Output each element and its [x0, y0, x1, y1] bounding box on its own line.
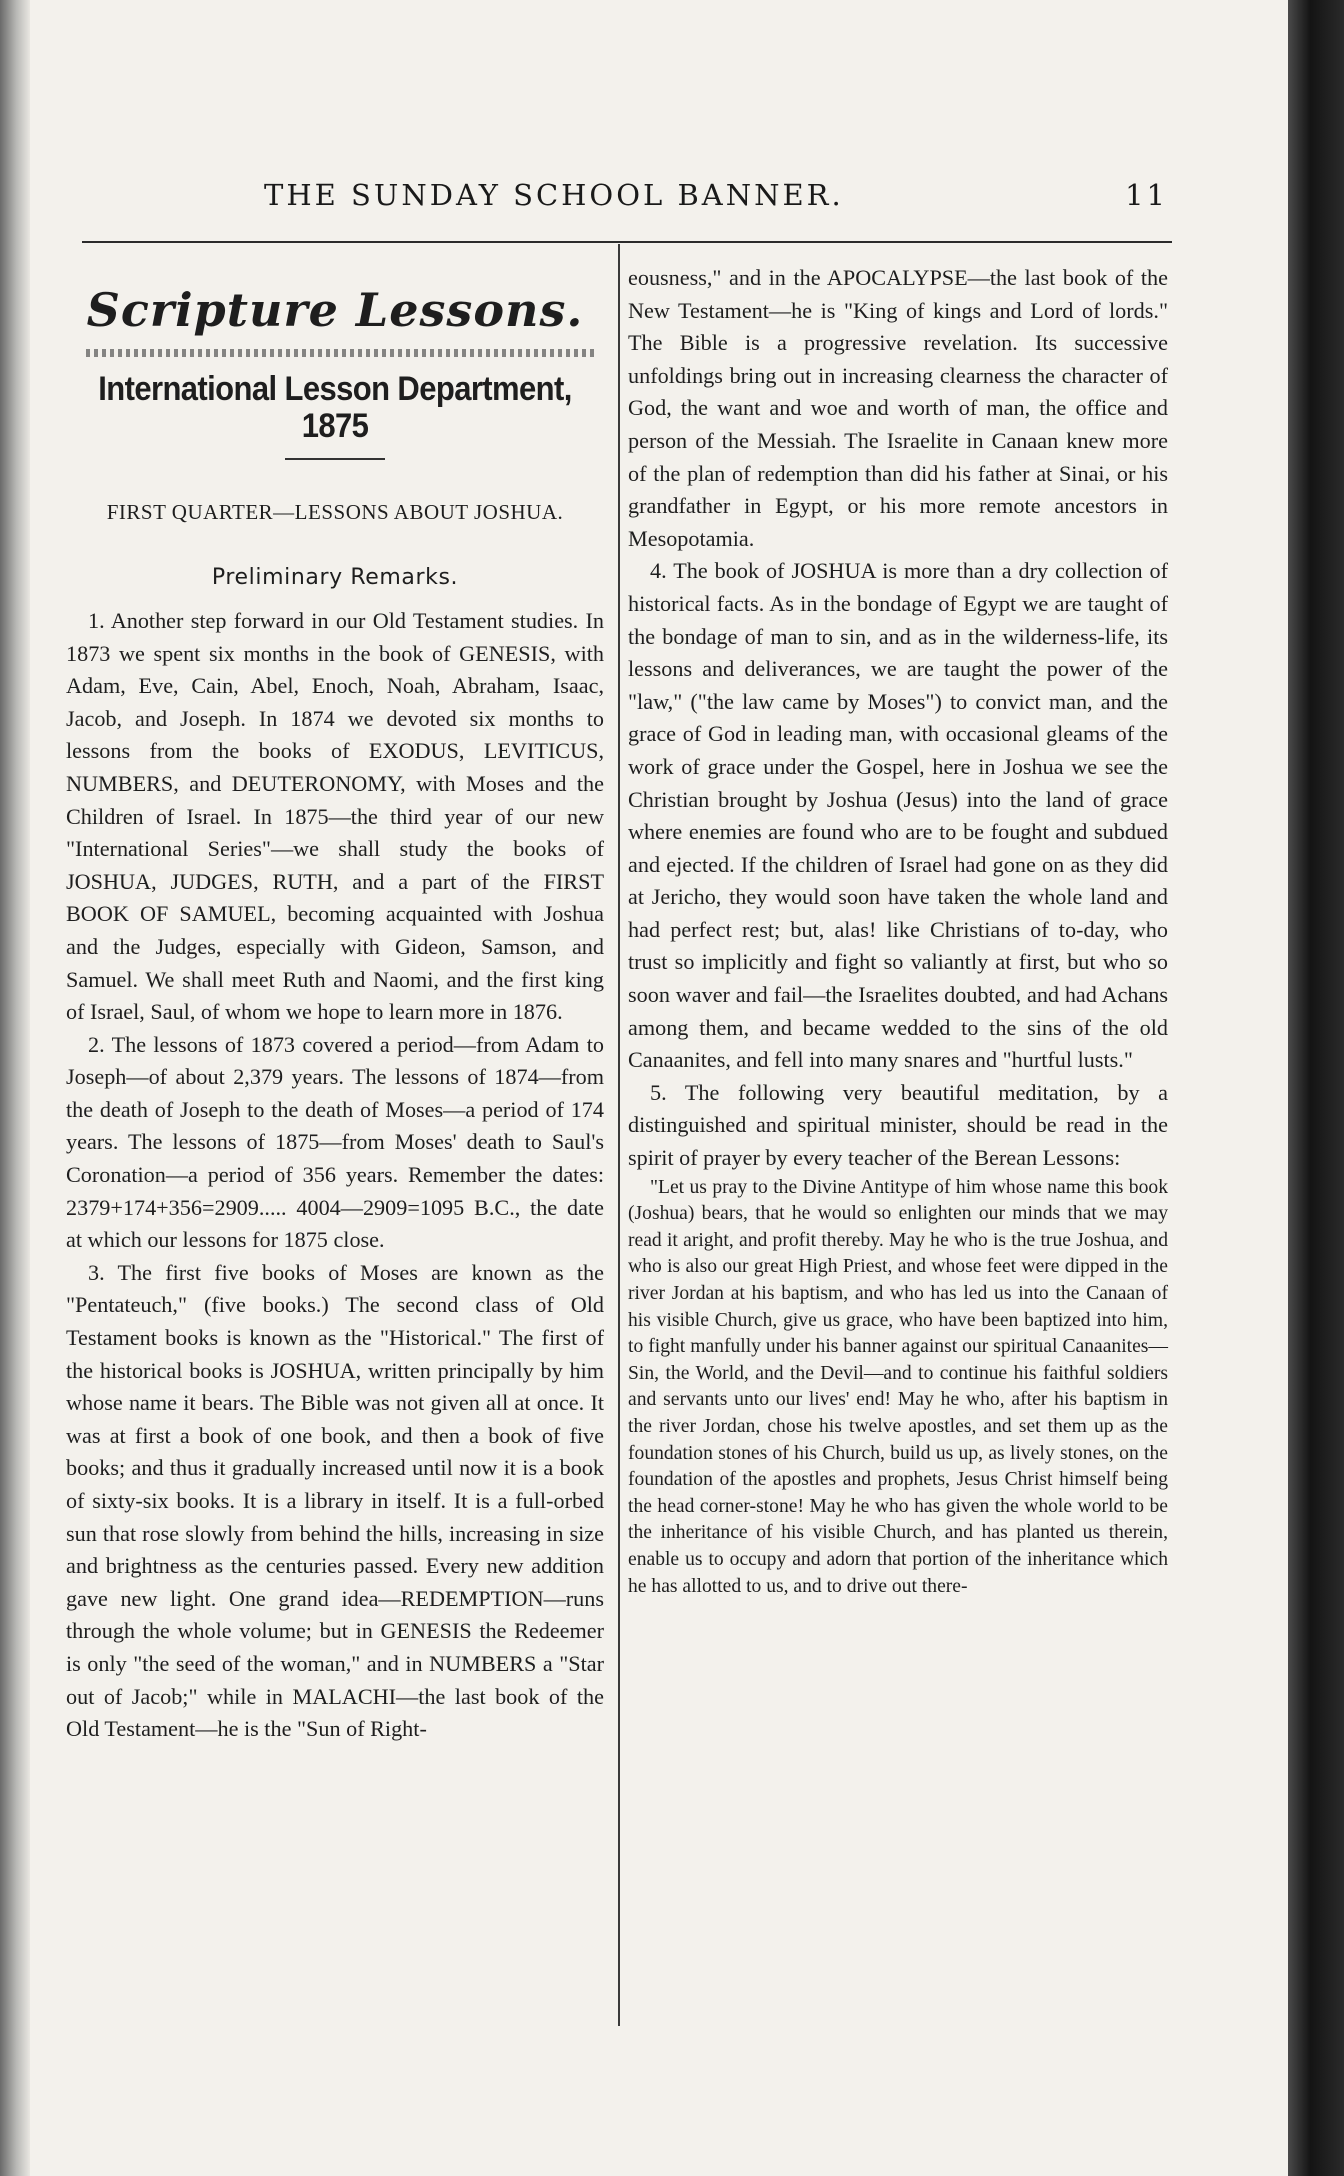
ornamental-rule	[86, 349, 596, 357]
paragraph-2: 2. The lessons of 1873 covered a period—from Adam to Joseph—of about 2,379 years. The lessons of 1874—from the death of Joseph to the death of Moses—a period of 174 years. The lessons of 1875—from Moses' death to Saul's Coronation—a period of 356 years. Remember the dates: 2379+174+356=2909..... 4004—2909=1095 B.C., the date at which our lessons for 1875 close.	[66, 1031, 604, 1253]
page-number: 11	[1125, 178, 1168, 212]
column-divider	[618, 244, 620, 2026]
paragraph-3: 3. The first five books of Moses are known as the "Pentateuch," (five books.) The second class of Old Testament books is known as the "Historical." The first of the historical books is JOSHUA, written principally by him whose name it bears. The Bible was not given all at once. It was at first a book of one book, and then a book of five books; and thus it gradually increased until now it is a book of sixty-six books. It is a library in itself. It is a full-orbed sun that rose slowly from behind the hills, increasing in size and brightness as the centuries passed. Every new addition gave new light. One grand idea—REDEMPTION—runs through the whole volume; but in GENESIS the Redeemer is only "the seed of the woman," and in NUMBERS a "Star out of Jacob;" while in MALACHI—the last book of the Old Testament—he is the "Sun of Right-	[66, 1259, 604, 1742]
quarter-line: FIRST QUARTER—LESSONS ABOUT JOSHUA.	[106, 499, 564, 524]
meditation-quote	[628, 1175, 1168, 1601]
paragraph-1: 1. Another step forward in our Old Testament studies. In 1873 we spent six months in the book of GENESIS, with Adam, Eve, Cain, Abel, Enoch, Noah, Abraham, Isaac, Jacob, and Joseph. In 1874 we devoted six months to lessons from the books of EXODUS, LEVITICUS, NUMBERS, and DEUTERONOMY, with Moses and the Children of Israel. In 1875—the third year of our new "International Series"—we shall study the books of JOSHUA, JUDGES, RUTH, and a part of the FIRST BOOK OF SAMUEL, becoming acquainted with Joshua and the Judges, especially with Gideon, Samson, and Samuel. We shall meet Ruth and Naomi, and the first king of Israel, Saul, of whom we hope to learn more in 1876.	[66, 607, 604, 1025]
right-column	[628, 262, 1168, 1600]
running-header	[264, 178, 1168, 212]
header-title: THE SUNDAY SCHOOL BANNER.	[264, 178, 844, 212]
paragraph-5: 5. The following very beautiful meditation, by a distinguished and spiritual minister, should be read in the spirit of prayer by every teacher of the Berean Lessons:	[628, 1079, 1168, 1171]
short-rule	[285, 458, 385, 460]
department-title: International Lesson Department, 1875	[98, 368, 572, 445]
paragraph-4: 4. The book of JOSHUA is more than a dry collection of historical facts. As in the bondage of Egypt we are taught of the bondage of man to sin, and as in the wilderness-life, its lessons and deliverances, we are taught the power of the "law," ("the law came by Moses") to convict man, and the grace of God in leading man, with occasional gleams of the work of grace under the Gospel, here in Joshua we see the Christian brought by Joshua (Jesus) into the land of grace where enemies are found who are to be fought and subdued and ejected. If the children of Israel had gone on as they did at Jericho, they would soon have taken the whole land and had perfect rest; but, alas! like Christians of to-day, who trust so implicitly and fight so valiantly at first, but who so soon waver and fail—the Israelites doubted, and had Achans among them, and became wedded to the sins of the old Canaanites, and fell into many snares and "hurtful lusts."	[628, 558, 1168, 1073]
paragraph-3-continued: eousness," and in the APOCALYPSE—the last book of the New Testament—he is "King of kings and Lord of lords." The Bible is a progressive revelation. Its successive unfoldings bring out in increasing clearness the character of God, the want and woe and worth of man, the office and person of the Messiah. The Israelite in Canaan knew more of the plan of redemption than did his father at Sinai, or his grandfather in Egypt, or his more remote ancestors in Mesopotamia.	[628, 265, 1168, 551]
left-column	[66, 262, 604, 1746]
binding-shadow	[0, 0, 30, 2176]
book-edge	[1288, 0, 1344, 2176]
remarks-heading: Preliminary Remarks.	[211, 565, 459, 591]
meditation-text: "Let us pray to the Divine Antitype of him whose name this book (Joshua) bears, that he would so enlighten our minds that we may read it aright, and profit thereby. May he who is the true Joshua, and who is also our great High Priest, and whose feet were dipped in the river Jordan at his baptism, and who has led us into the Canaan of his visible Church, give us grace, who have been baptized into him, to fight manfully under his banner against our spiritual Canaanites—Sin, the World, and the Devil—and to continue his faithful soldiers and servants unto our lives' end! May he who, after his baptism in the river Jordan, chose his twelve apostles, and set them up as the foundation stones of his Church, build us up, as lively stones, on the foundation of the apostles and prophets, Jesus Christ himself being the head corner-stone! May he who has given the whole world to be the inheritance of his visible Church, and has planted us therein, enable us to occupy and adorn that portion of the inheritance which he has allotted to us, and to drive out there-	[628, 1176, 1168, 1597]
header-rule	[82, 241, 1172, 243]
section-heading: Scripture Lessons.	[86, 283, 584, 337]
